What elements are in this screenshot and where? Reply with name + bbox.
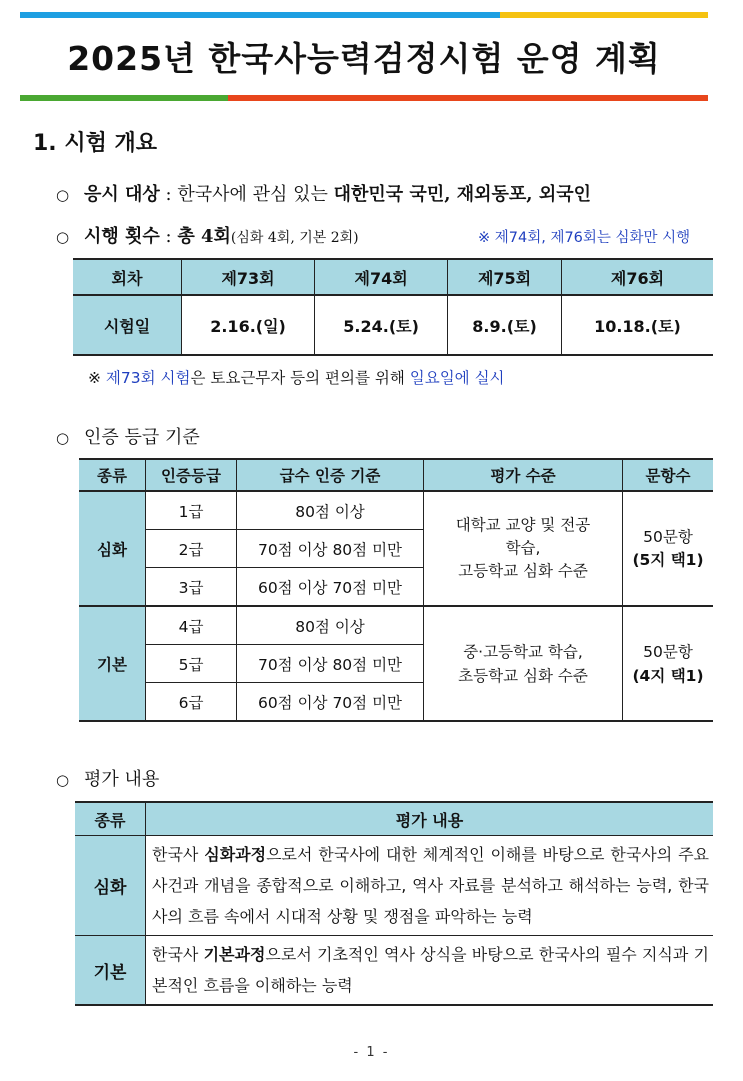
bullet-icon: ○ — [56, 186, 70, 204]
note-mark: ※ — [88, 369, 106, 387]
note-middle: 은 토요근무자 등의 편의를 위해 — [190, 369, 410, 387]
grading-grade: 4급 — [146, 606, 237, 645]
top-bar-yellow — [500, 12, 708, 18]
note-highlight-exam: 제73회 시험 — [105, 369, 191, 387]
evaluation-header-content: 평가 내용 — [146, 802, 714, 836]
evaluation-heading — [56, 765, 159, 791]
note-highlight-sunday: 일요일에 실시 — [409, 369, 505, 387]
content-prefix: 한국사 — [152, 945, 204, 964]
evaluation-content-basic — [146, 936, 714, 1006]
count-line: 50문항 — [643, 527, 693, 546]
bottom-bar-green — [20, 95, 228, 101]
grading-criteria: 70점 이상 80점 미만 — [237, 530, 424, 568]
target-line — [56, 180, 591, 206]
schedule-date-75: 8.9.(토) — [448, 295, 562, 355]
schedule-col-73: 제73회 — [182, 259, 315, 295]
schedule-col-74: 제74회 — [315, 259, 448, 295]
level-line: 대학교 교양 및 전공 — [455, 516, 591, 534]
count-value: 총 4회 — [177, 226, 231, 247]
grading-heading-text: 인증 등급 기준 — [84, 427, 200, 448]
grading-criteria: 60점 이상 70점 미만 — [237, 568, 424, 607]
content-bold: 기본과정 — [203, 945, 266, 964]
bottom-bar-red — [228, 95, 708, 101]
grading-level-basic — [424, 606, 623, 721]
level-line: 초등학교 심화 수준 — [458, 666, 588, 685]
grading-header-grade: 인증등급 — [146, 459, 237, 491]
section-title: 1. 시험 개요 — [33, 131, 157, 156]
schedule-col-76: 제76회 — [561, 259, 713, 295]
grading-heading — [56, 423, 200, 449]
grading-header-level: 평가 수준 — [424, 459, 623, 491]
grading-header-count: 문항수 — [623, 459, 714, 491]
grading-grade: 6급 — [146, 683, 237, 722]
evaluation-heading-text: 평가 내용 — [84, 769, 160, 790]
grading-table — [79, 458, 713, 722]
evaluation-header-type: 종류 — [75, 802, 146, 836]
grading-grade: 3급 — [146, 568, 237, 607]
schedule-table — [73, 258, 713, 356]
grading-type-basic: 기본 — [79, 606, 146, 721]
page-title: 2025년 한국사능력검정시험 운영 계획 — [67, 39, 661, 78]
page-number: - 1 - — [353, 1045, 390, 1060]
count-choice: (4지 택1) — [632, 666, 704, 685]
grading-count-advanced — [623, 491, 714, 606]
grading-header-type: 종류 — [79, 459, 146, 491]
schedule-header-label: 회차 — [73, 259, 182, 295]
schedule-date-76: 10.18.(토) — [561, 295, 713, 355]
evaluation-table — [75, 801, 713, 1006]
grading-criteria: 80점 이상 — [237, 491, 424, 530]
count-label: 시행 횟수 — [84, 226, 160, 247]
target-prefix: : 한국사에 관심 있는 — [159, 184, 334, 205]
level-line: 고등학교 심화 수준 — [458, 562, 588, 580]
schedule-note — [88, 366, 505, 388]
target-value: 대한민국 국민, 재외동포, 외국인 — [333, 184, 591, 205]
schedule-date-74: 5.24.(토) — [315, 295, 448, 355]
grading-grade: 2급 — [146, 530, 237, 568]
grading-header-criteria: 급수 인증 기준 — [237, 459, 424, 491]
content-text: 으로서 한국사에 대한 체계적인 이해를 바탕으로 한국사의 주요 사건과 개념을 종합적으로 이해하고, 역사 자료를 분석하고 해석하는 능력, 한국사의 흐름 속에서 시대적 상황 및 쟁점을 파악하는 능력 — [152, 845, 709, 926]
bullet-icon: ○ — [56, 228, 70, 246]
top-bar-blue — [20, 12, 500, 18]
grading-level-advanced — [424, 491, 623, 606]
evaluation-type-advanced: 심화 — [75, 836, 146, 936]
bullet-icon: ○ — [56, 429, 70, 447]
schedule-col-75: 제75회 — [448, 259, 562, 295]
evaluation-type-basic: 기본 — [75, 936, 146, 1006]
count-line — [56, 222, 359, 248]
count-line: 50문항 — [643, 642, 693, 661]
grading-criteria: 60점 이상 70점 미만 — [237, 683, 424, 722]
level-line: 중·고등학교 학습, — [463, 642, 583, 661]
target-label: 응시 대상 — [84, 184, 160, 205]
content-bold: 심화과정 — [204, 845, 267, 864]
grading-grade: 1급 — [146, 491, 237, 530]
count-note: ※ 제74회, 제76회는 심화만 시행 — [478, 230, 691, 246]
count-choice: (5지 택1) — [632, 550, 704, 569]
evaluation-content-advanced — [146, 836, 714, 936]
grading-grade: 5급 — [146, 645, 237, 683]
grading-type-advanced: 심화 — [79, 491, 146, 606]
count-detail: (심화 4회, 기본 2회) — [230, 230, 359, 246]
schedule-row-label: 시험일 — [73, 295, 182, 355]
content-prefix: 한국사 — [152, 845, 205, 864]
content-text: 으로서 기초적인 역사 상식을 바탕으로 한국사의 필수 지식과 기본적인 흐름을 이해하는 능력 — [152, 945, 709, 995]
count-prefix: : — [159, 226, 178, 247]
schedule-date-73: 2.16.(일) — [182, 295, 315, 355]
grading-count-basic — [623, 606, 714, 721]
level-line: 학습, — [505, 539, 541, 557]
bullet-icon: ○ — [56, 771, 70, 789]
grading-criteria: 70점 이상 80점 미만 — [237, 645, 424, 683]
grading-criteria: 80점 이상 — [237, 606, 424, 645]
